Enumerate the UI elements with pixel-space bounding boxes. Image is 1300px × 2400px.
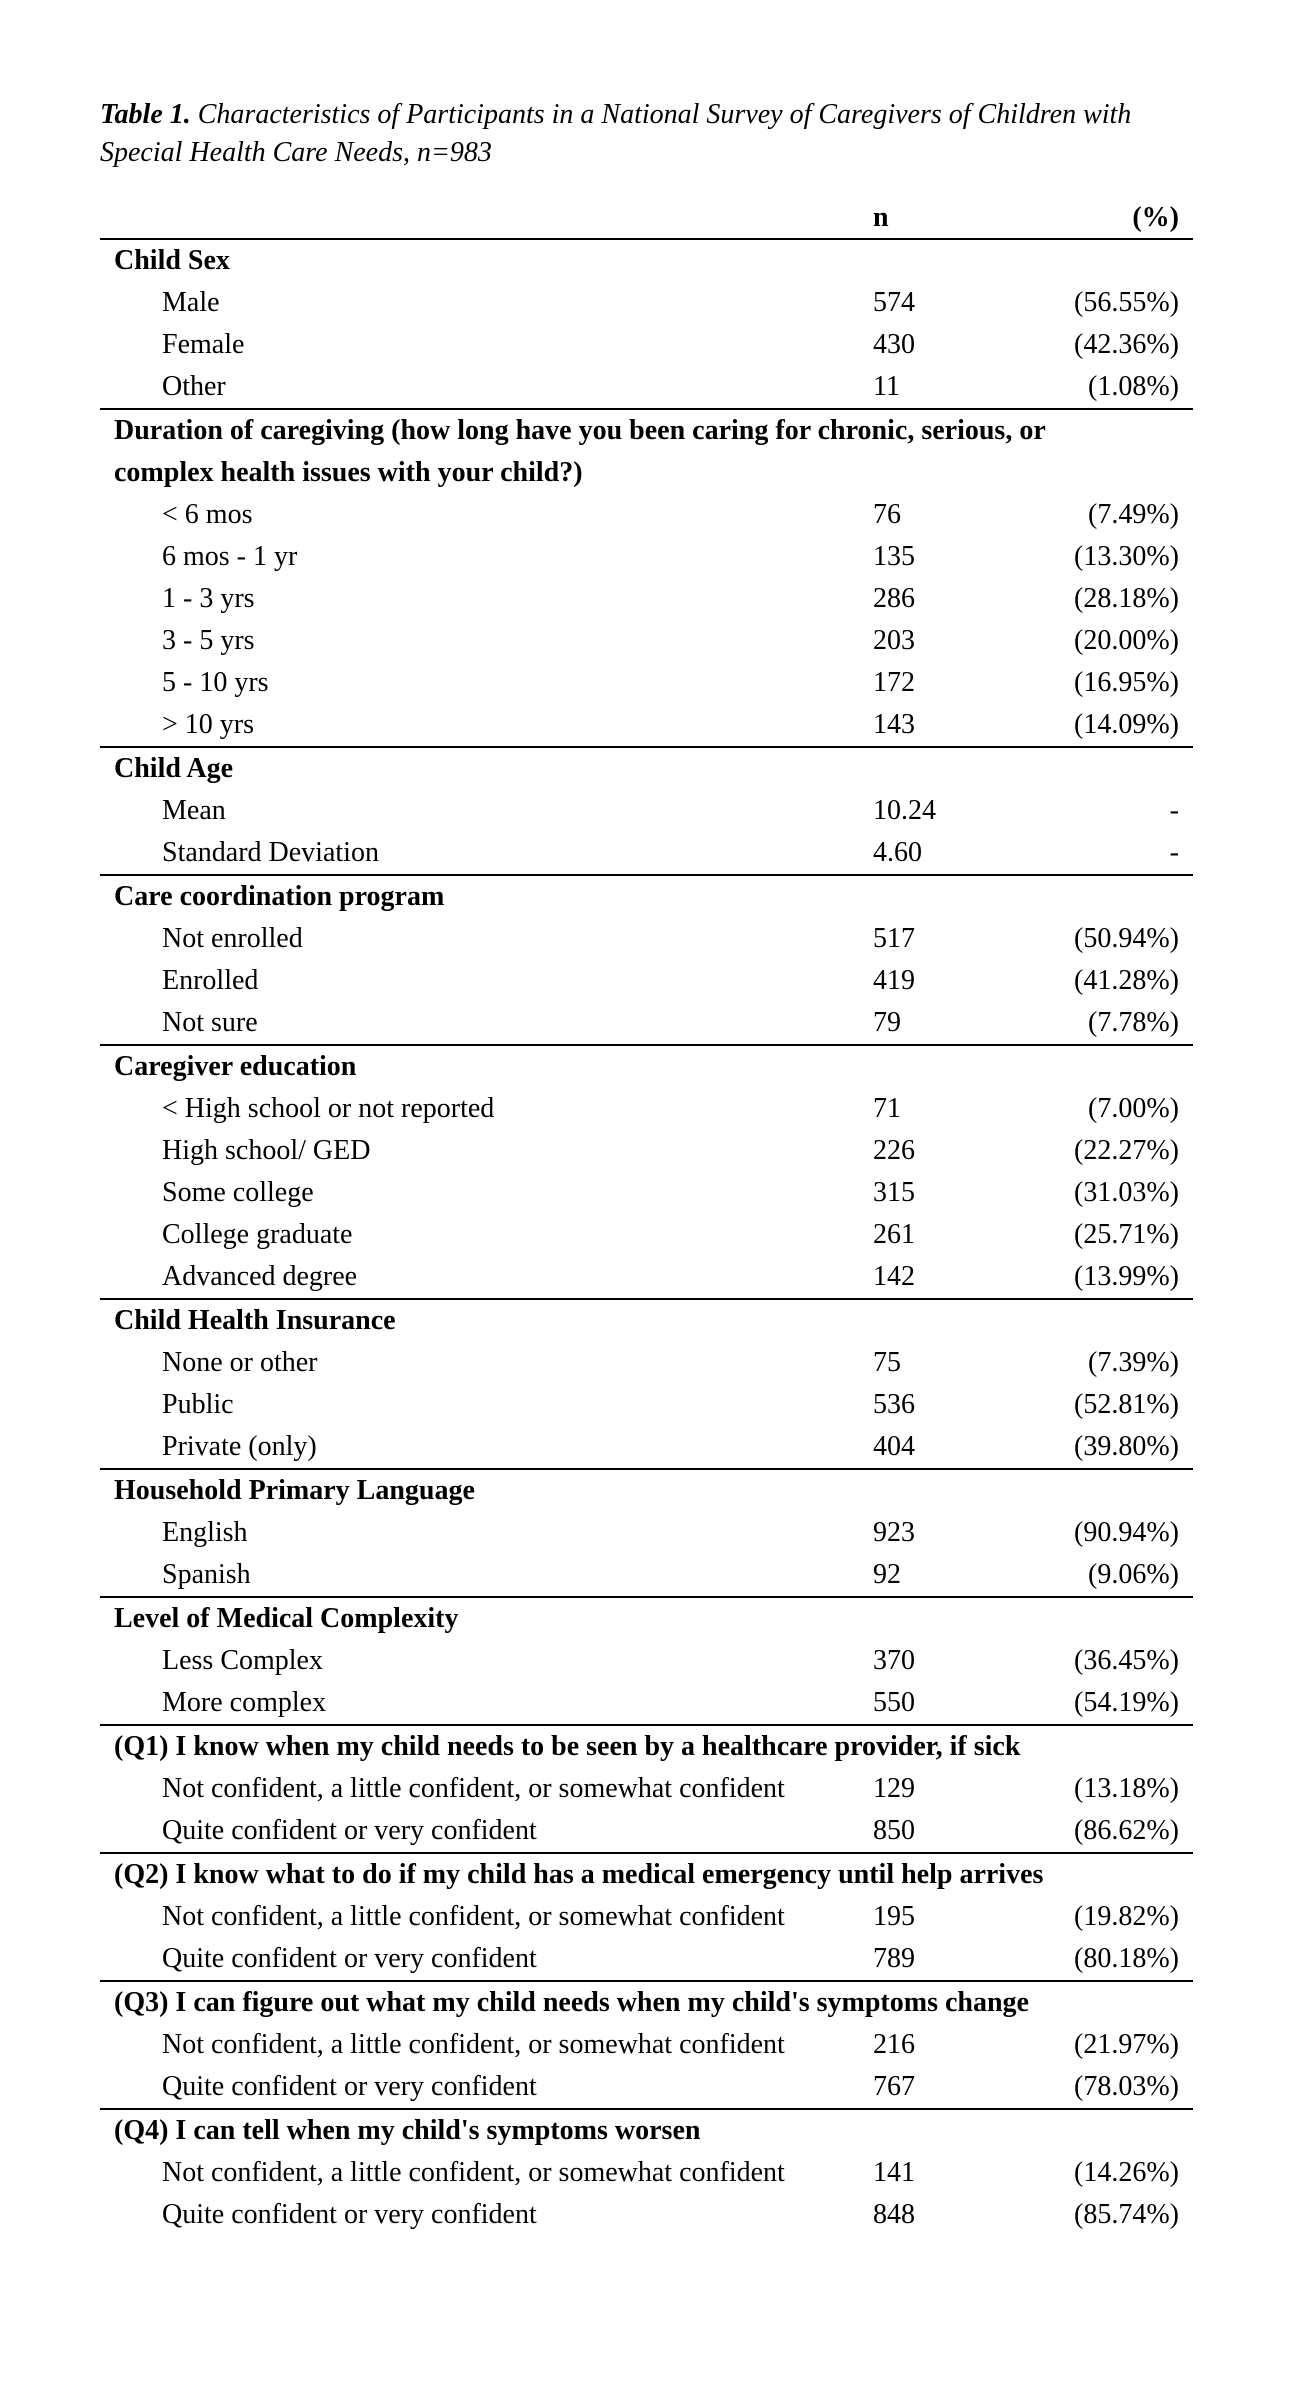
table-row xyxy=(100,1130,1193,1172)
row-n-value: 143 xyxy=(873,709,915,740)
table-section xyxy=(100,1598,1193,1726)
table-row xyxy=(100,918,1193,960)
table-row xyxy=(100,1088,1193,1130)
table-row xyxy=(100,2152,1193,2194)
section-title: Level of Medical Complexity xyxy=(114,1603,459,1634)
table-row xyxy=(100,578,1193,620)
row-n-value: 92 xyxy=(873,1559,901,1590)
table-row xyxy=(100,324,1193,366)
table-row xyxy=(100,536,1193,578)
row-percent-value: (80.18%) xyxy=(1074,1943,1179,1974)
row-percent-value: (22.27%) xyxy=(1074,1135,1179,1166)
row-n-value: 135 xyxy=(873,541,915,572)
table-row xyxy=(100,704,1193,746)
row-n-value: 370 xyxy=(873,1645,915,1676)
row-label: Quite confident or very confident xyxy=(162,2199,537,2230)
table-row xyxy=(100,620,1193,662)
row-percent-value: (9.06%) xyxy=(1088,1559,1179,1590)
table-section xyxy=(100,1046,1193,1300)
row-label: Not confident, a little confident, or somewhat confident xyxy=(162,1901,785,1932)
table-row xyxy=(100,662,1193,704)
row-label: None or other xyxy=(162,1347,318,1378)
row-label: Male xyxy=(162,287,220,318)
row-n-value: 129 xyxy=(873,1773,915,1804)
row-percent-value: (42.36%) xyxy=(1074,329,1179,360)
row-percent-value: (14.09%) xyxy=(1074,709,1179,740)
row-label: Not enrolled xyxy=(162,923,303,954)
table-section xyxy=(100,748,1193,876)
row-n-value: 767 xyxy=(873,2071,915,2102)
row-percent-value: (54.19%) xyxy=(1074,1687,1179,1718)
row-percent-value: (39.80%) xyxy=(1074,1431,1179,1462)
row-percent-value: (20.00%) xyxy=(1074,625,1179,656)
table-section xyxy=(100,1470,1193,1598)
row-label: Some college xyxy=(162,1177,314,1208)
row-label: Standard Deviation xyxy=(162,837,379,868)
row-label: Public xyxy=(162,1389,234,1420)
row-n-value: 550 xyxy=(873,1687,915,1718)
table-row xyxy=(100,1810,1193,1852)
table-row xyxy=(100,790,1193,832)
table-section xyxy=(100,1726,1193,1854)
row-label: > 10 yrs xyxy=(162,709,255,740)
row-n-value: 4.60 xyxy=(873,837,922,868)
row-percent-value: (1.08%) xyxy=(1088,371,1179,402)
row-percent-value: (50.94%) xyxy=(1074,923,1179,954)
row-label: < High school or not reported xyxy=(162,1093,495,1124)
column-header-percent: (%) xyxy=(1132,202,1179,233)
row-n-value: 789 xyxy=(873,1943,915,1974)
row-percent-value: - xyxy=(1169,837,1179,868)
table-row xyxy=(100,1256,1193,1298)
table-row xyxy=(100,832,1193,874)
table-row xyxy=(100,1768,1193,1810)
row-n-value: 75 xyxy=(873,1347,901,1378)
table-body xyxy=(100,240,1193,2236)
row-n-value: 850 xyxy=(873,1815,915,1846)
row-label: College graduate xyxy=(162,1219,353,1250)
row-n-value: 216 xyxy=(873,2029,915,2060)
row-n-value: 286 xyxy=(873,583,915,614)
row-label: English xyxy=(162,1517,248,1548)
row-label: Not confident, a little confident, or somewhat confident xyxy=(162,2157,785,2188)
row-percent-value: (13.30%) xyxy=(1074,541,1179,572)
row-n-value: 430 xyxy=(873,329,915,360)
row-percent-value: (7.78%) xyxy=(1088,1007,1179,1038)
row-n-value: 261 xyxy=(873,1219,915,1250)
row-percent-value: (41.28%) xyxy=(1074,965,1179,996)
table-row xyxy=(100,1172,1193,1214)
section-title: Child Age xyxy=(114,753,234,784)
table-section xyxy=(100,240,1193,410)
row-n-value: 10.24 xyxy=(873,795,936,826)
row-percent-value: (16.95%) xyxy=(1074,667,1179,698)
table-section xyxy=(100,1300,1193,1470)
table-row xyxy=(100,1554,1193,1596)
row-n-value: 315 xyxy=(873,1177,915,1208)
row-percent-value: (56.55%) xyxy=(1074,287,1179,318)
column-header-n: n xyxy=(873,202,889,233)
row-n-value: 142 xyxy=(873,1261,915,1292)
section-title: Child Sex xyxy=(114,245,230,276)
table-row xyxy=(100,1938,1193,1980)
table-row xyxy=(100,1896,1193,1938)
row-n-value: 172 xyxy=(873,667,915,698)
row-label: Not confident, a little confident, or somewhat confident xyxy=(162,2029,785,2060)
row-percent-value: (90.94%) xyxy=(1074,1517,1179,1548)
row-percent-value: (7.39%) xyxy=(1088,1347,1179,1378)
row-label: 3 - 5 yrs xyxy=(162,625,255,656)
table-row xyxy=(100,1342,1193,1384)
table-row xyxy=(100,1426,1193,1468)
row-label: Quite confident or very confident xyxy=(162,1943,537,1974)
table-row xyxy=(100,2066,1193,2108)
row-percent-value: (31.03%) xyxy=(1074,1177,1179,1208)
table-row xyxy=(100,1682,1193,1724)
column-header-row xyxy=(100,200,1193,240)
row-label: Spanish xyxy=(162,1559,251,1590)
row-percent-value: (7.00%) xyxy=(1088,1093,1179,1124)
section-title: (Q4) I can tell when my child's symptoms worsen xyxy=(114,2115,701,2146)
row-label: Enrolled xyxy=(162,965,259,996)
row-percent-value: (7.49%) xyxy=(1088,499,1179,530)
row-label: Private (only) xyxy=(162,1431,317,1462)
row-label: Mean xyxy=(162,795,226,826)
section-title: (Q2) I know what to do if my child has a medical emergency until help arrives xyxy=(114,1859,1044,1890)
table-caption xyxy=(100,96,1210,172)
row-n-value: 226 xyxy=(873,1135,915,1166)
table-row xyxy=(100,366,1193,408)
section-title: Care coordination program xyxy=(114,881,445,912)
section-title: Child Health Insurance xyxy=(114,1305,396,1336)
row-percent-value: (85.74%) xyxy=(1074,2199,1179,2230)
row-label: Quite confident or very confident xyxy=(162,2071,537,2102)
row-label: High school/ GED xyxy=(162,1135,371,1166)
row-percent-value: (21.97%) xyxy=(1074,2029,1179,2060)
row-percent-value: (36.45%) xyxy=(1074,1645,1179,1676)
table-row xyxy=(100,1384,1193,1426)
row-percent-value: (13.99%) xyxy=(1074,1261,1179,1292)
table-row xyxy=(100,2024,1193,2066)
row-percent-value: (28.18%) xyxy=(1074,583,1179,614)
table-row xyxy=(100,1640,1193,1682)
row-n-value: 848 xyxy=(873,2199,915,2230)
table-row xyxy=(100,282,1193,324)
row-label: < 6 mos xyxy=(162,499,253,530)
table-row xyxy=(100,2194,1193,2236)
row-label: 5 - 10 yrs xyxy=(162,667,269,698)
row-percent-value: (78.03%) xyxy=(1074,2071,1179,2102)
row-label: Not sure xyxy=(162,1007,258,1038)
table-section xyxy=(100,1982,1193,2110)
row-n-value: 536 xyxy=(873,1389,915,1420)
row-label: 1 - 3 yrs xyxy=(162,583,255,614)
table-row xyxy=(100,960,1193,1002)
row-percent-value: (86.62%) xyxy=(1074,1815,1179,1846)
row-n-value: 79 xyxy=(873,1007,901,1038)
row-label: Less Complex xyxy=(162,1645,323,1676)
row-percent-value: (19.82%) xyxy=(1074,1901,1179,1932)
table-section xyxy=(100,1854,1193,1982)
characteristics-table xyxy=(100,200,1193,2236)
row-percent-value: - xyxy=(1169,795,1179,826)
row-n-value: 141 xyxy=(873,2157,915,2188)
row-label: Other xyxy=(162,371,226,402)
row-n-value: 76 xyxy=(873,499,901,530)
section-title: (Q3) I can figure out what my child needs when my child's symptoms change xyxy=(114,1987,1029,2018)
section-title: Duration of caregiving (how long have you been caring for chronic, serious, or complex health issues with your child?) xyxy=(114,415,1046,488)
row-n-value: 203 xyxy=(873,625,915,656)
row-percent-value: (25.71%) xyxy=(1074,1219,1179,1250)
row-label: 6 mos - 1 yr xyxy=(162,541,298,572)
row-n-value: 923 xyxy=(873,1517,915,1548)
row-label: Not confident, a little confident, or somewhat confident xyxy=(162,1773,785,1804)
section-title: Household Primary Language xyxy=(114,1475,475,1506)
row-label: More complex xyxy=(162,1687,327,1718)
row-label: Advanced degree xyxy=(162,1261,358,1292)
row-label: Female xyxy=(162,329,245,360)
row-percent-value: (52.81%) xyxy=(1074,1389,1179,1420)
row-n-value: 11 xyxy=(873,371,900,402)
row-n-value: 71 xyxy=(873,1093,901,1124)
table-row xyxy=(100,1214,1193,1256)
row-n-value: 517 xyxy=(873,923,915,954)
table-caption-label: Table 1. xyxy=(100,99,191,130)
row-n-value: 195 xyxy=(873,1901,915,1932)
table-section xyxy=(100,410,1193,748)
row-percent-value: (13.18%) xyxy=(1074,1773,1179,1804)
row-label: Quite confident or very confident xyxy=(162,1815,537,1846)
row-n-value: 404 xyxy=(873,1431,915,1462)
table-row xyxy=(100,494,1193,536)
row-percent-value: (14.26%) xyxy=(1074,2157,1179,2188)
table-caption-text: Characteristics of Participants in a National Survey of Caregivers of Children with Special Health Care Needs, n=983 xyxy=(100,99,1132,168)
table-row xyxy=(100,1512,1193,1554)
table-section xyxy=(100,876,1193,1046)
table-row xyxy=(100,1002,1193,1044)
row-n-value: 419 xyxy=(873,965,915,996)
table-section xyxy=(100,2110,1193,2236)
section-title: (Q1) I know when my child needs to be seen by a healthcare provider, if sick xyxy=(114,1731,1021,1762)
section-title: Caregiver education xyxy=(114,1051,357,1082)
row-n-value: 574 xyxy=(873,287,915,318)
